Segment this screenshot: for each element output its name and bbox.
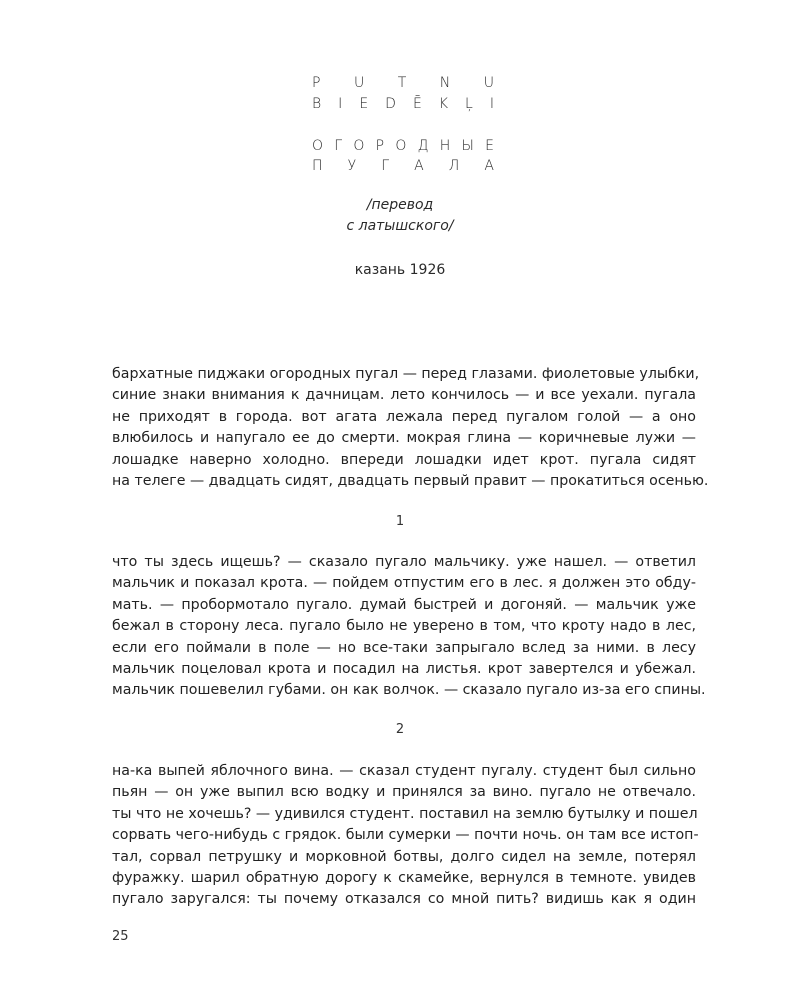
intro-paragraph [112, 364, 709, 492]
text-line: пьян — он уже выпил всю водку и принялся за вино. пугало не отвечало. [112, 784, 696, 801]
section-number-1: 1 [395, 514, 405, 529]
title-letter: Д [417, 138, 429, 154]
text-line: ты что не хочешь? — удивился студент. поставил на землю бутылку и пошел [112, 805, 698, 822]
text-line: мальчик пошевелил губами. он как волчок. — сказало пугало из-за его спины. [112, 682, 706, 699]
text-line: мальчик и показал крота. — пойдем отпустим его в лес. я должен это обду- [112, 575, 696, 592]
section-1-paragraph [112, 552, 706, 702]
title-letter: Р [375, 138, 385, 154]
title-letter: О [353, 138, 365, 154]
title-letter: Л [448, 158, 460, 174]
page-number: 25 [112, 929, 129, 944]
title-letter: Н [439, 138, 451, 154]
text-line: мальчик поцеловал крота и посадил на листья. крот завертелся и убежал. [112, 661, 696, 678]
text-line: бежал в сторону леса. пугало было не уверено в том, что кроту надо в лес, [112, 618, 696, 635]
text-line: бархатные пиджаки огородных пугал — перед глазами. фиолетовые улыбки, [112, 366, 700, 382]
title-letter: У [347, 158, 357, 174]
section-number-2: 2 [395, 722, 405, 737]
title-letter: Ē [412, 96, 422, 112]
section-2-paragraph [112, 761, 699, 911]
russian-title-line-1 [312, 136, 494, 156]
title-letter: P [312, 75, 321, 91]
title-letter: N [439, 75, 451, 91]
text-line: мать. — пробормотало пугало. думай быстрей и догоняй. — мальчик уже [112, 596, 696, 613]
title-letter: Г [334, 138, 343, 154]
subtitle-line-2: с латышского/ [346, 218, 454, 234]
title-letter: А [414, 158, 424, 174]
text-line: синие знаки внимания к дачницам. лето кончилось — и все уехали. пугала [112, 387, 696, 404]
subtitle-line-1: /перевод [366, 197, 434, 213]
russian-title-line-2 [312, 156, 494, 176]
title-letter: K [438, 96, 448, 112]
latvian-title-line-1 [312, 73, 494, 93]
title-letter: B [312, 96, 322, 112]
title-letter: Е [485, 138, 494, 154]
text-line: если его поймали в поле — но все-таки запрыгало вслед за ними. в лесу [112, 639, 696, 656]
title-letter: I [338, 96, 343, 112]
place-year: казань 1926 [354, 262, 446, 278]
text-line: что ты здесь ищешь? — сказало пугало мальчику. уже нашел. — ответил [112, 554, 696, 570]
title-letter: Г [381, 158, 390, 174]
text-line: на-ка выпей яблочного вина. — сказал студент пугалу. студент был сильно [112, 763, 696, 779]
text-line: лошадке наверно холодно. впереди лошадки идет крот. пугала сидят [112, 451, 696, 468]
title-letter: U [483, 75, 494, 91]
title-letter: Ы [461, 138, 474, 154]
text-line: влюбилось и напугало ее до смерти. мокрая глина — коричневые лужи — [112, 430, 696, 447]
title-letter: D [385, 96, 396, 112]
text-line: на телеге — двадцать сидят, двадцать первый правит — прокатиться осенью. [112, 473, 709, 490]
text-line: не приходят в города. вот агата лежала перед пугалом голой — а оно [112, 408, 696, 425]
title-letter: I [489, 96, 494, 112]
title-letter: Ļ [465, 96, 473, 112]
latvian-title-line-2 [312, 94, 494, 114]
text-line: тал, сорвал петрушку и морковной ботвы, долго сидел на земле, потерял [112, 848, 696, 865]
title-letter: T [397, 75, 407, 91]
title-letter: П [312, 158, 323, 174]
title-letter: О [312, 138, 324, 154]
text-line: фуражку. шарил обратную дорогу к скамейке, вернулся в темноте. увидев [112, 870, 696, 887]
title-letter: U [353, 75, 365, 91]
text-line: пугало заругался: ты почему отказался со мной пить? видишь как я один [112, 891, 696, 908]
text-line: сорвать чего-нибудь с грядок. были сумерки — почти ночь. он там все истоп- [112, 827, 699, 844]
title-letter: О [395, 138, 407, 154]
title-letter: А [484, 158, 494, 174]
title-letter: E [359, 96, 369, 112]
